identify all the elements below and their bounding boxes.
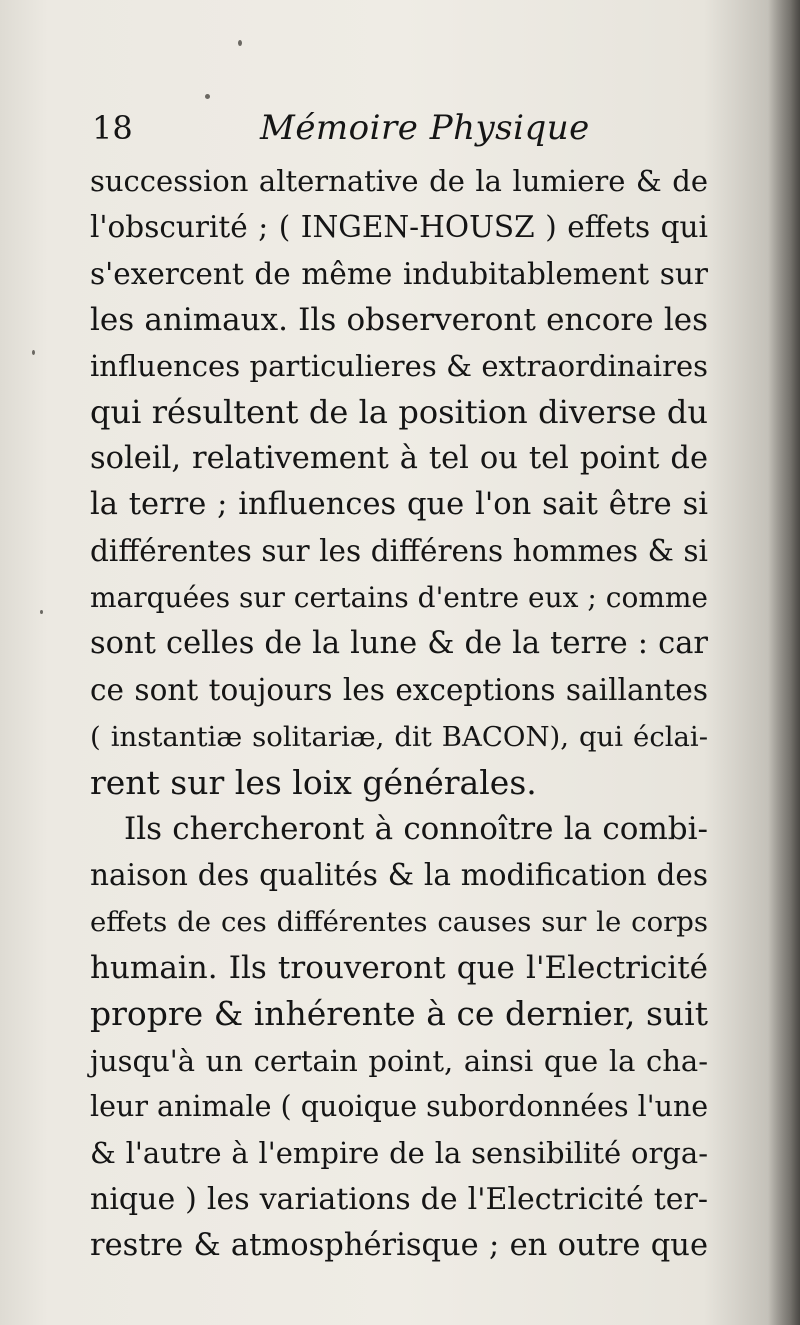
- text-line: restre & atmosphérisque ; en outre que: [90, 1227, 708, 1263]
- text-line: s'exercent de même indubitablement sur: [90, 256, 708, 291]
- text-line: sont celles de la lune & de la terre : car: [90, 625, 708, 661]
- text-line: la terre ; influences que l'on sait être si: [90, 487, 708, 523]
- text-line: & l'autre à l'empire de la sensibilité orga-: [90, 1136, 708, 1171]
- text-line: marquées sur certains d'entre eux ; comme: [90, 580, 708, 614]
- text-line: qui résultent de la position diverse du: [90, 393, 708, 432]
- text-line: soleil, relativement à tel ou tel point de: [90, 440, 708, 476]
- text-line: Ils chercheront à connoître la combi-: [124, 811, 708, 848]
- text-line: nique ) les variations de l'Electricité ter-: [90, 1181, 708, 1217]
- text-line: humain. Ils trouveront que l'Electricité: [90, 950, 708, 987]
- text-line: naison des qualités & la modification des: [90, 858, 708, 893]
- text-line: succession alternative de la lumiere & de: [90, 164, 708, 198]
- ink-speck: [238, 40, 242, 46]
- text-line: rent sur les loix générales.: [90, 762, 537, 802]
- running-head: [92, 104, 712, 152]
- text-line: influences particulieres & extraordinaires: [90, 349, 708, 384]
- text-line: ( instantiæ solitariæ, dit BACON), qui éclai-: [90, 720, 708, 753]
- text-line: propre & inhérente à ce dernier, suit: [90, 994, 708, 1034]
- page-number: 18: [92, 109, 133, 147]
- ink-speck: [205, 94, 210, 99]
- text-line: effets de ces différentes causes sur le corps: [90, 905, 708, 938]
- page-title: Mémoire Physique: [260, 108, 590, 148]
- text-line: différentes sur les différens hommes & si: [90, 534, 708, 569]
- text-line: ce sont toujours les exceptions saillantes: [90, 673, 708, 708]
- page-gutter-shadow: [768, 0, 800, 1325]
- text-line: leur animale ( quoique subordonnées l'une: [90, 1089, 709, 1123]
- body-text: [90, 158, 708, 1269]
- text-line: jusqu'à un certain point, ainsi que la cha-: [90, 1043, 708, 1078]
- ink-speck: [32, 350, 35, 355]
- ink-speck: [40, 610, 43, 614]
- text-line: les animaux. Ils observeront encore les: [90, 301, 708, 338]
- text-line: l'obscurité ; ( INGEN-HOUSZ ) effets qui: [90, 210, 708, 245]
